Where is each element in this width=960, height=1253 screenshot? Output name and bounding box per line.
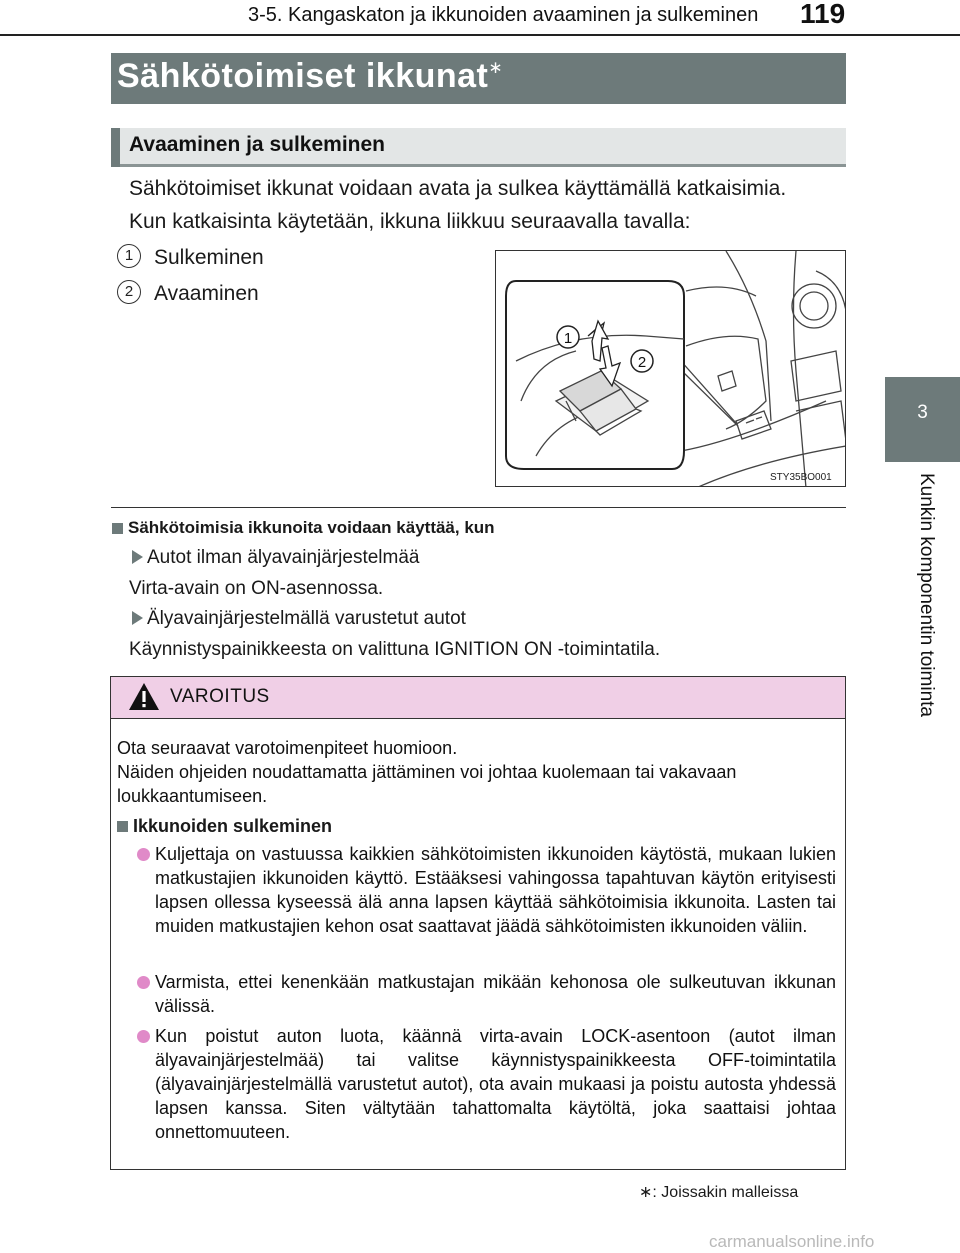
warning-bullet-3: Kun poistut auton luota, käännä virta-avain LOCK-asentoon (autot ilman älyavainjärjestelmää) tai valitse käynnistyspainikkeesta OFF-toimintatila (älyavainjärjestelmällä varustetut autot), ota avain mukaasi ja poistu autosta yhdessä lapsen kanssa. Siten vältytään tahattomalta käytöltä, joka saattaisi johtaa onnettomuuteen. bbox=[155, 1026, 836, 1142]
subheader-marker bbox=[111, 128, 120, 167]
item-label-1: Sulkeminen bbox=[154, 246, 264, 269]
warning-subheading: Ikkunoiden sulkeminen bbox=[133, 816, 333, 836]
warning-bullet-2: Varmista, ettei kenenkään matkustajan mikään kehonosa ole sulkeutuvan ikkunan välissä. bbox=[155, 972, 836, 1016]
intro-line-2: Kun katkaisinta käytetään, ikkuna liikkuu seuraavalla tavalla: bbox=[129, 210, 691, 233]
watermark: carmanualsonline.info bbox=[709, 1232, 875, 1251]
callout-1: 1 bbox=[563, 330, 573, 347]
item-number-1: 1 bbox=[117, 244, 141, 268]
warning-label: VAROITUS bbox=[170, 686, 270, 707]
intro-line-1: Sähkötoimiset ikkunat voidaan avata ja sulkea käyttämällä katkaisimia. bbox=[129, 177, 787, 200]
illustration-caption: STY35BO001 bbox=[770, 472, 832, 483]
case-2-text: Käynnistyspainikkeesta on valittuna IGNITION ON -toimintatila. bbox=[129, 639, 661, 660]
case-1-title: Autot ilman älyavainjärjestelmää bbox=[147, 547, 420, 568]
illustration-drawing bbox=[496, 251, 846, 487]
warning-square-marker bbox=[117, 821, 128, 832]
warning-bullet-2-icon bbox=[137, 976, 150, 989]
item-number-2: 2 bbox=[117, 280, 141, 304]
running-header: 3-5. Kangaskaton ja ikkunoiden avaaminen ja sulkeminen bbox=[248, 4, 759, 26]
warning-triangle-icon bbox=[128, 682, 160, 712]
power-window-switch-illustration bbox=[495, 250, 846, 487]
case-1-marker-icon bbox=[132, 550, 143, 564]
warning-intro-1: Ota seuraavat varotoimenpiteet huomioon. bbox=[117, 738, 458, 758]
callout-2: 2 bbox=[637, 354, 647, 371]
section-divider bbox=[111, 507, 846, 508]
case-2-marker-icon bbox=[132, 611, 143, 625]
case-1-text: Virta-avain on ON-asennossa. bbox=[129, 578, 384, 599]
warning-bullet-3-icon bbox=[137, 1030, 150, 1043]
header-rule bbox=[0, 34, 960, 36]
warning-intro-2: Näiden ohjeiden noudattamatta jättäminen voi johtaa kuolemaan tai vakavaan bbox=[117, 762, 737, 782]
item-label-2: Avaaminen bbox=[154, 282, 259, 305]
warning-bullet-1: Kuljettaja on vastuussa kaikkien sähkötoimisten ikkunoiden käytöstä, mukaan lukien matkustajien ikkunoiden käyttö. Estääksesi vahingossa tapahtuvan käytön erityisesti lapsen ollessa kyseessä älä anna lapsen käyttää sähkötoimisia ikkunoita. Lasten tai muiden matkustajien kehon osat saattavat jäädä sähkötoimisten ikkunoiden väliin. bbox=[155, 844, 836, 936]
case-2-title: Älyavainjärjestelmällä varustetut autot bbox=[147, 608, 466, 629]
subheader-title: Avaaminen ja sulkeminen bbox=[129, 133, 385, 156]
footnote: ∗: Joissakin malleissa bbox=[639, 1184, 799, 1201]
chapter-title: Kunkin komponentin toiminta bbox=[916, 473, 937, 717]
warning-bullet-1-icon bbox=[137, 848, 150, 861]
page-title-text: Sähkötoimiset ikkunat bbox=[117, 57, 489, 95]
chapter-number: 3 bbox=[917, 402, 928, 423]
page-number: 119 bbox=[800, 0, 846, 29]
title-asterisk: ∗ bbox=[488, 58, 504, 77]
page-title bbox=[117, 57, 503, 96]
conditions-heading: Sähkötoimisia ikkunoita voidaan käyttää, kun bbox=[128, 518, 495, 537]
warning-intro-3: loukkaantumiseen. bbox=[117, 786, 268, 806]
section-square-marker bbox=[112, 523, 123, 534]
